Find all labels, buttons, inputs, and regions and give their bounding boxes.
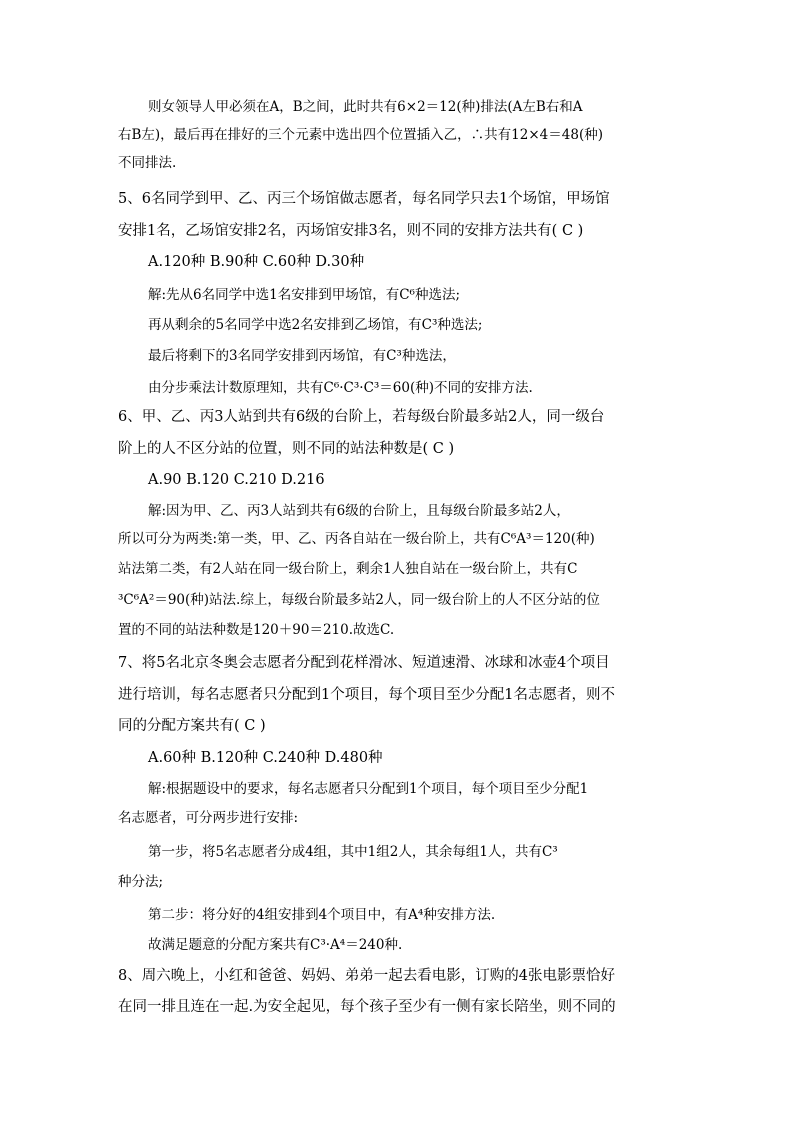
solution-line: 解:根据题设中的要求，每名志愿者只分配到1个项目，每个项目至少分配1 [148, 781, 589, 797]
question-6-line: 6、甲、乙、丙3人站到共有6级的台阶上，若每级台阶最多站2人，同一级台 [118, 409, 605, 425]
question-7-line: 7、将5名北京冬奥会志愿者分配到花样滑冰、短道速滑、冰球和冰壶4个项目 [118, 655, 610, 671]
solution-line: 种分法; [118, 874, 164, 890]
question-7-options: A.60种 B.120种 C.240种 D.480种 [148, 750, 383, 766]
text-line: 不同排法. [118, 155, 177, 171]
question-8-line: 在同一排且连在一起.为安全起见，每个孩子至少有一侧有家长陪坐，则不同的 [118, 999, 616, 1015]
question-7-line: 进行培训，每名志愿者只分配到1个项目，每个项目至少分配1名志愿者，则不 [118, 687, 615, 703]
solution-line: 解:因为甲、乙、丙3人站到共有6级的台阶上，且每级台阶最多站2人， [148, 503, 570, 519]
question-5-line: 5、6名同学到甲、乙、丙三个场馆做志愿者，每名同学只去1个场馆，甲场馆 [118, 191, 610, 207]
solution-line: 最后将剩下的3名同学安排到丙场馆，有C³种选法， [148, 348, 456, 364]
solution-line: 由分步乘法计数原理知，共有C⁶·C³·C³＝60(种)不同的安排方法. [148, 380, 533, 396]
solution-line: 解:先从6名同学中选1名安排到甲场馆，有C⁶种选法; [148, 287, 461, 303]
question-8-line: 8、周六晚上，小红和爸爸、妈妈、弟弟一起去看电影，订购的4张电影票恰好 [118, 968, 615, 984]
question-6-options: A.90 B.120 C.210 D.216 [148, 472, 325, 488]
question-5-line: 安排1名，乙场馆安排2名，丙场馆安排3名，则不同的安排方法共有( C ) [118, 223, 584, 239]
solution-line: 置的不同的站法种数是120＋90＝210.故选C. [118, 622, 395, 638]
solution-line: 再从剩余的5名同学中选2名安排到乙场馆，有C³种选法; [148, 317, 483, 333]
solution-line: 第一步，将5名志愿者分成4组，其中1组2人，其余每组1人，共有C³ [148, 844, 558, 860]
text-line: 右B左)，最后再在排好的三个元素中选出四个位置插入乙，∴共有12×4＝48(种) [118, 127, 603, 143]
question-5-options: A.120种 B.90种 C.60种 D.30种 [148, 254, 365, 270]
solution-line: 名志愿者，可分两步进行安排: [118, 810, 299, 826]
solution-line: 所以可分为两类:第一类，甲、乙、丙各自站在一级台阶上，共有C⁶A³＝120(种) [118, 531, 595, 547]
question-6-line: 阶上的人不区分站的位置，则不同的站法种数是( C ) [118, 441, 455, 457]
solution-line: 第二步：将分好的4组安排到4个项目中，有A⁴种安排方法. [148, 907, 496, 923]
solution-line: 故满足题意的分配方案共有C³·A⁴＝240种. [148, 937, 403, 953]
solution-line: 站法第二类，有2人站在同一级台阶上，剩余1人独自站在一级台阶上，共有C [118, 561, 578, 577]
solution-line: ³C⁶A²＝90(种)站法.综上，每级台阶最多站2人，同一级台阶上的人不区分站的位 [118, 592, 600, 608]
question-7-line: 同的分配方案共有( C ) [118, 718, 266, 734]
text-line: 则女领导人甲必须在A，B之间，此时共有6×2＝12(种)排法(A左B右和A [148, 99, 583, 115]
